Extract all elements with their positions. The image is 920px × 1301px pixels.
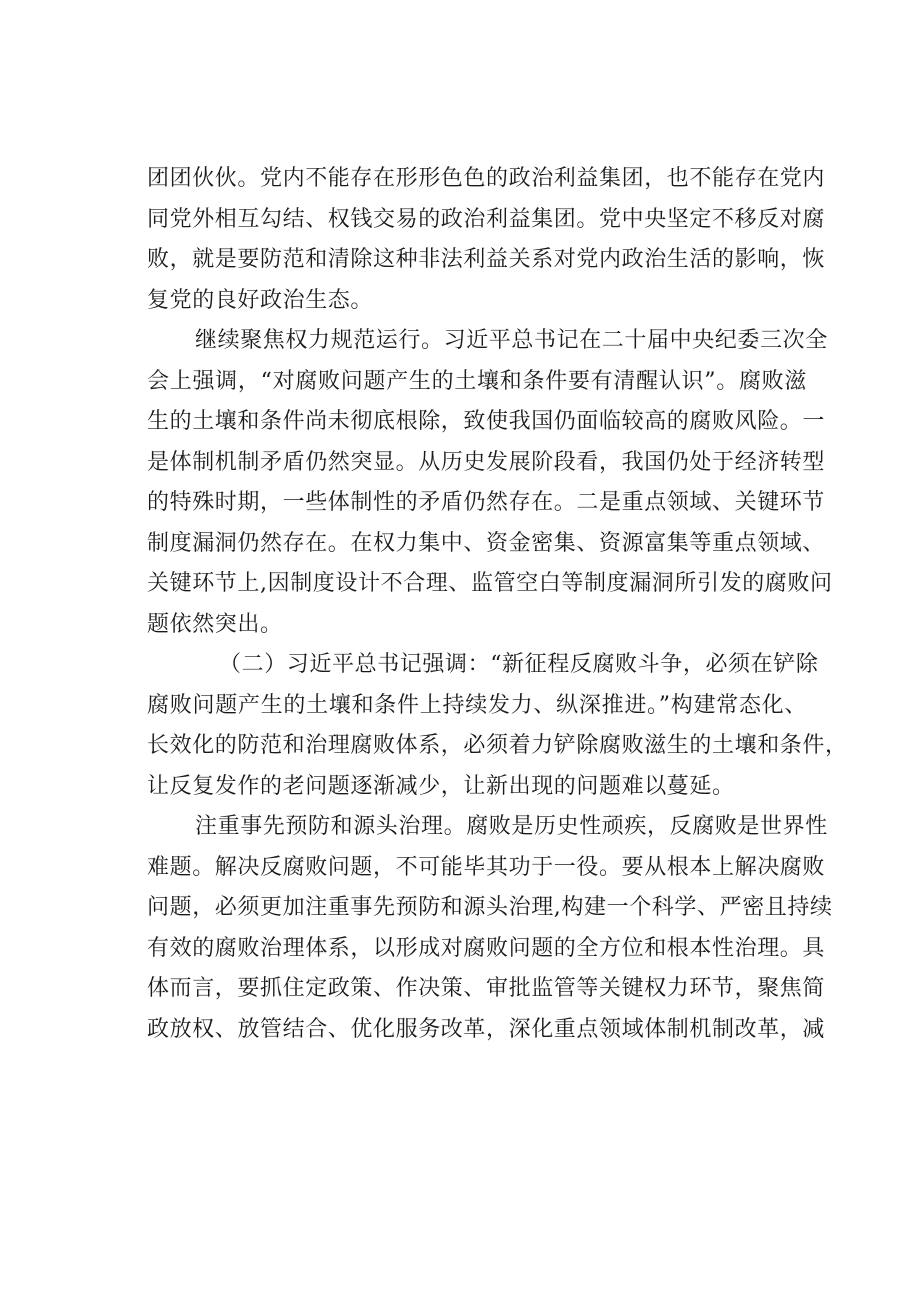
text-line: 会上强调，“对腐败问题产生的土壤和条件要有清醒认识”。腐败滋 bbox=[147, 368, 807, 394]
text-line: 复党的良好政治生态。 bbox=[147, 287, 374, 313]
text-line: 的特殊时期，一些体制性的矛盾仍然存在。二是重点领域、关键环节 bbox=[147, 490, 826, 515]
text-line: 继续聚焦权力规范运行。习近平总书记在二十届中央纪委三次全 bbox=[195, 328, 828, 353]
text-line: 难题。解决反腐败问题，不可能毕其功于一役。要从根本上解决腐败 bbox=[147, 854, 826, 880]
text-line: 注重事先预防和源头治理。腐败是历史性顽疾，反腐败是世界性 bbox=[195, 814, 828, 839]
text-line: 败，就是要防范和清除这种非法利益关系对党内政治生活的影响，恢 bbox=[147, 247, 826, 272]
text-line: 是体制机制矛盾仍然突显。从历史发展阶段看，我国仍处于经济转型 bbox=[147, 449, 826, 475]
text-line: （二）习近平总书记强调：“新征程反腐败斗争，必须在铲除 bbox=[219, 652, 819, 677]
paragraph-1 bbox=[147, 159, 826, 321]
text-line: 团团伙伙。党内不能存在形形色色的政治利益集团，也不能存在党内 bbox=[147, 166, 826, 191]
text-line: 关键环节上,因制度设计不合理、监管空白等制度漏洞所引发的腐败问 bbox=[147, 571, 833, 596]
text-line: 制度漏洞仍然存在。在权力集中、资金密集、资源富集等重点领域、 bbox=[147, 530, 826, 556]
text-line: 腐败问题产生的土壤和条件上持续发力、纵深推进。”构建常态化、 bbox=[147, 692, 807, 718]
paragraph-2 bbox=[147, 321, 833, 645]
text-line: 长效化的防范和治理腐败体系，必须着力铲除腐败滋生的土壤和条件， bbox=[147, 733, 848, 758]
text-line: 有效的腐败治理体系，以形成对腐败问题的全方位和根本性治理。具 bbox=[147, 935, 826, 961]
text-line: 政放权、放管结合、优化服务改革，深化重点领域体制机制改革，减 bbox=[147, 1016, 826, 1042]
paragraph-4 bbox=[147, 807, 833, 1050]
text-line: 让反复发作的老问题逐渐减少，让新出现的问题难以蔓延。 bbox=[147, 773, 735, 799]
document-body bbox=[147, 159, 848, 1050]
text-line: 同党外相互勾结、权钱交易的政治利益集团。党中央坚定不移反对腐 bbox=[147, 206, 826, 232]
paragraph-3 bbox=[147, 645, 848, 807]
text-line: 生的土壤和条件尚未彻底根除，致使我国仍面临较高的腐败风险。一 bbox=[147, 409, 826, 434]
text-line: 体而言，要抓住定政策、作决策、审批监管等关键权力环节，聚焦简 bbox=[147, 976, 826, 1001]
text-line: 题依然突出。 bbox=[147, 611, 283, 637]
text-line: 问题，必须更加注重事先预防和源头治理,构建一个科学、严密且持续 bbox=[147, 895, 833, 920]
